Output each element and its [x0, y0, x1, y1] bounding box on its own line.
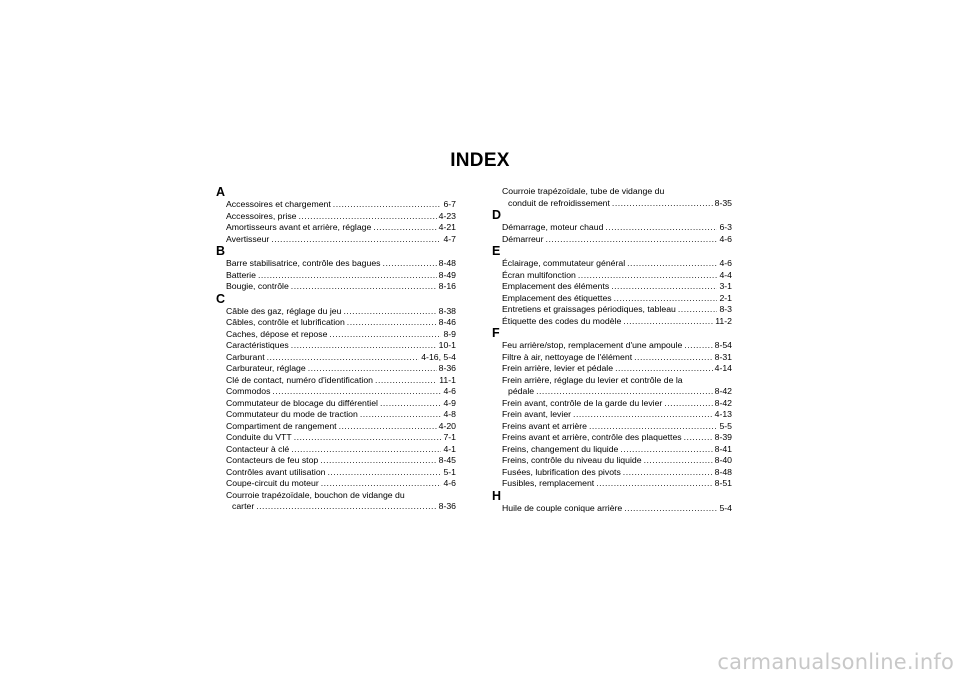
index-entry — [492, 421, 732, 433]
dot-leader — [347, 317, 437, 329]
dot-leader — [536, 386, 713, 398]
dot-leader — [644, 455, 713, 467]
index-entry — [492, 186, 732, 198]
index-entry — [492, 293, 732, 305]
index-entry — [216, 467, 456, 479]
index-entry-text: Démarreur — [502, 233, 544, 244]
index-entry-page: 4-6 — [719, 233, 732, 244]
index-entry-text: Courroie trapézoïdale, tube de vidange du — [502, 186, 665, 196]
index-entry — [216, 444, 456, 456]
index-entry-page: 8-49 — [438, 269, 456, 280]
index-entry-page: 8-40 — [714, 455, 732, 465]
dot-leader — [321, 478, 442, 490]
dot-leader — [258, 270, 437, 282]
index-entry — [216, 340, 456, 352]
index-entry-text: Compartiment de rangement — [226, 420, 337, 431]
index-entry-text: Commutateur de blocage du différentiel — [226, 397, 378, 408]
index-entry-continuation — [492, 198, 732, 210]
index-entry — [216, 270, 456, 282]
index-entry — [216, 352, 456, 364]
index-entry-page: 4-8 — [443, 409, 456, 419]
index-entry-text: Filtre à air, nettoyage de l'élément — [502, 351, 633, 362]
index-entry — [492, 444, 732, 456]
index-entry-page: 4-7 — [443, 233, 456, 244]
index-entry — [216, 306, 456, 318]
index-entry-page: 4-14 — [714, 363, 732, 373]
index-entry-text: Carburateur, réglage — [226, 363, 306, 373]
index-entry-text: Batterie — [226, 269, 256, 280]
dot-leader — [333, 199, 442, 211]
index-entry — [492, 478, 732, 490]
index-entry-page: 4-21 — [438, 222, 456, 232]
dot-leader — [627, 258, 717, 270]
index-entry — [216, 211, 456, 223]
index-entry-page: 10-1 — [438, 340, 456, 350]
dot-leader — [320, 455, 436, 467]
index-entry — [492, 352, 732, 364]
index-entry — [492, 375, 732, 387]
dot-leader — [267, 352, 420, 364]
dot-leader — [611, 281, 717, 293]
index-entry-page: 4-13 — [714, 409, 732, 419]
index-entry-text: Carburant — [226, 351, 265, 362]
dot-leader — [271, 234, 441, 246]
index-entry-text: Commutateur du mode de traction — [226, 409, 358, 419]
index-entry-text: Bougie, contrôle — [226, 281, 289, 291]
index-entry — [492, 222, 732, 234]
dot-leader — [596, 478, 712, 490]
index-entry-text: Coupe-circuit du moteur — [226, 478, 319, 488]
dot-leader — [623, 316, 713, 328]
index-entry-text: Avertisseur — [226, 233, 270, 244]
index-column-left — [216, 186, 456, 513]
index-entry-page: 6-3 — [719, 222, 732, 232]
index-entry-text: Contrôles avant utilisation — [226, 466, 326, 477]
dot-leader — [589, 421, 717, 433]
index-entry-page: 8-42 — [714, 397, 732, 408]
index-entry-page: 8-45 — [438, 455, 456, 465]
index-entry-text: Fusées, lubrification des pivots — [502, 466, 621, 477]
index-entry-page: 3-1 — [719, 281, 732, 291]
index-entry — [216, 281, 456, 293]
index-entry-text: Freins avant et arrière, contrôle des plaquettes — [502, 432, 682, 442]
index-entry — [216, 432, 456, 444]
dot-leader — [573, 409, 713, 421]
index-entry — [492, 234, 732, 246]
index-letter-heading: E — [492, 244, 501, 258]
index-entry-continuation — [492, 386, 732, 398]
dot-leader — [272, 386, 441, 398]
index-entry — [492, 281, 732, 293]
index-entry-page: 8-39 — [714, 432, 732, 442]
dot-leader — [294, 432, 442, 444]
index-entry — [216, 386, 456, 398]
index-entry — [216, 455, 456, 467]
index-entry-text: Caractéristiques — [226, 340, 289, 350]
dot-leader — [615, 363, 713, 375]
dot-leader — [343, 306, 436, 318]
index-entry-page: 8-51 — [714, 478, 732, 488]
index-entry-text: Accessoires, prise — [226, 210, 297, 221]
index-entry-page: 8-41 — [714, 443, 732, 454]
index-entry-text: Démarrage, moteur chaud — [502, 222, 604, 232]
index-entry-text: Accessoires et chargement — [226, 199, 331, 209]
index-entry-text: Freins, changement du liquide — [502, 443, 619, 454]
index-entry-text: Éclairage, commutateur général — [502, 258, 626, 268]
dot-leader — [299, 211, 437, 223]
index-entry-page: 8-16 — [438, 281, 456, 291]
index-entry — [216, 478, 456, 490]
index-entry-page: 4-6 — [719, 258, 732, 268]
index-entry-text: Amortisseurs avant et arrière, réglage — [226, 222, 372, 232]
index-entry — [216, 222, 456, 234]
dot-leader — [291, 444, 441, 456]
index-entry — [216, 329, 456, 341]
index-entry-page: 4-23 — [438, 210, 456, 221]
dot-leader — [546, 234, 718, 246]
index-entry-continuation — [216, 501, 456, 513]
index-entry-text: Contacteur à clé — [226, 443, 290, 454]
dot-leader — [612, 198, 713, 210]
index-entry-text: Clé de contact, numéro d'identification — [226, 374, 374, 385]
index-entry — [492, 363, 732, 375]
index-entry-text: Huile de couple conique arrière — [502, 502, 623, 513]
index-entry-text: Frein avant, contrôle de la garde du levier — [502, 397, 663, 408]
index-entry-text: Barre stabilisatrice, contrôle des bagues — [226, 258, 381, 268]
index-entry-page: 8-31 — [714, 351, 732, 362]
index-entry-page: 8-9 — [443, 328, 456, 339]
index-entry-text: Câbles, contrôle et lubrification — [226, 317, 345, 327]
dot-leader — [684, 432, 713, 444]
dot-leader — [256, 501, 436, 513]
index-entry — [216, 409, 456, 421]
page-title: INDEX — [450, 150, 510, 171]
index-entry-page: 5-1 — [443, 466, 456, 477]
dot-leader — [684, 340, 712, 352]
index-entry-page: 8-48 — [714, 466, 732, 477]
dot-leader — [360, 409, 442, 421]
index-entry-text: Caches, dépose et repose — [226, 328, 328, 339]
index-entry — [216, 234, 456, 246]
index-entry — [492, 467, 732, 479]
dot-leader — [327, 467, 441, 479]
index-letter-heading: H — [492, 488, 502, 503]
index-entry-page: 8-35 — [714, 197, 732, 208]
dot-leader — [373, 222, 436, 234]
dot-leader — [605, 222, 717, 234]
index-entry-text: Courroie trapézoïdale, bouchon de vidange du — [226, 489, 405, 500]
dot-leader — [578, 270, 718, 282]
index-entry-page: 8-3 — [719, 304, 732, 314]
index-entry-text: Emplacement des éléments — [502, 281, 610, 291]
index-entry-text: Feu arrière/stop, remplacement d'une ampoule — [502, 340, 683, 350]
index-entry — [492, 409, 732, 421]
dot-leader — [634, 352, 712, 364]
index-entry-text: Entretiens et graissages périodiques, tableau — [502, 304, 676, 314]
index-entry — [492, 432, 732, 444]
dot-leader — [329, 329, 441, 341]
index-entry-page: 8-38 — [438, 305, 456, 316]
dot-leader — [383, 258, 437, 270]
index-entry-page: 6-7 — [443, 199, 456, 209]
index-entry — [492, 455, 732, 467]
index-entry — [492, 340, 732, 352]
index-entry-text: Fusibles, remplacement — [502, 478, 595, 488]
index-entry-page: 4-6 — [443, 386, 456, 396]
index-entry-text: Frein avant, levier — [502, 409, 572, 419]
index-entry-text: Conduite du VTT — [226, 432, 292, 442]
index-entry-page: 4-16, 5-4 — [421, 351, 456, 362]
dot-leader — [291, 281, 437, 293]
index-entry-page: 8-36 — [438, 363, 456, 373]
index-entry-page: 11-2 — [715, 315, 732, 326]
index-entry-text: conduit de refroidissement — [508, 197, 610, 208]
index-entry-page: 5-5 — [719, 420, 732, 431]
dot-leader — [614, 293, 718, 305]
index-entry-page: 8-36 — [438, 501, 456, 511]
dot-leader — [339, 421, 437, 433]
index-entry — [216, 398, 456, 410]
dot-leader — [678, 304, 718, 316]
index-entry-text: Contacteurs de feu stop — [226, 455, 319, 465]
index-entry-text: Câble des gaz, réglage du jeu — [226, 305, 342, 316]
index-entry-page: 2-1 — [719, 292, 732, 303]
index-entry-page: 8-54 — [714, 340, 732, 350]
index-letter-heading: D — [492, 208, 502, 222]
index-entry — [492, 258, 732, 270]
index-entry-text: Écran multifonction — [502, 269, 576, 280]
index-letter-heading: C — [216, 291, 226, 306]
dot-leader — [308, 363, 437, 375]
index-entry-text: Frein arrière, réglage du levier et contrôle de la — [502, 374, 683, 385]
index-entry-page: 4-1 — [443, 443, 456, 454]
index-entry-text: carter — [232, 501, 255, 511]
dot-leader — [291, 340, 437, 352]
index-entry-text: Emplacement des étiquettes — [502, 292, 612, 303]
index-entry — [492, 398, 732, 410]
index-entry-text: Commodos — [226, 386, 271, 396]
index-entry — [216, 317, 456, 329]
index-entry — [216, 490, 456, 502]
dot-leader — [624, 503, 717, 515]
index-entry-page: 11-1 — [439, 374, 456, 385]
index-entry-page: 4-6 — [443, 478, 456, 488]
index-entry-page: 4-20 — [438, 420, 456, 431]
index-entry — [492, 503, 732, 515]
index-entry-page: 7-1 — [443, 432, 456, 442]
index-entry — [492, 316, 732, 328]
index-entry — [492, 304, 732, 316]
index-entry — [492, 270, 732, 282]
index-entry-text: Freins avant et arrière — [502, 420, 587, 431]
index-letter-heading: A — [216, 185, 226, 199]
index-entry — [216, 421, 456, 433]
index-entry-text: Frein arrière, levier et pédale — [502, 363, 614, 373]
dot-leader — [664, 398, 712, 410]
index-entry — [216, 199, 456, 211]
index-entry — [216, 363, 456, 375]
index-letter-heading: B — [216, 244, 226, 258]
dot-leader — [380, 398, 441, 410]
index-entry-page: 4-9 — [443, 397, 456, 408]
watermark: carmanualsonline.info — [717, 650, 954, 674]
index-letter-heading: F — [492, 326, 500, 340]
index-entry — [216, 375, 456, 387]
index-entry-text: Étiquette des codes du modèle — [502, 315, 622, 326]
dot-leader — [620, 444, 712, 456]
index-entry-page: 8-46 — [438, 317, 456, 327]
index-entry-page: 5-4 — [719, 502, 732, 513]
dot-leader — [375, 375, 437, 387]
index-entry-page: 8-42 — [714, 386, 732, 396]
index-entry — [216, 258, 456, 270]
index-entry-text: pédale — [508, 386, 535, 396]
index-column-right — [492, 186, 732, 514]
dot-leader — [623, 467, 713, 479]
index-entry-page: 8-48 — [438, 258, 456, 268]
index-entry-page: 4-4 — [719, 269, 732, 280]
index-entry-text: Freins, contrôle du niveau du liquide — [502, 455, 642, 465]
